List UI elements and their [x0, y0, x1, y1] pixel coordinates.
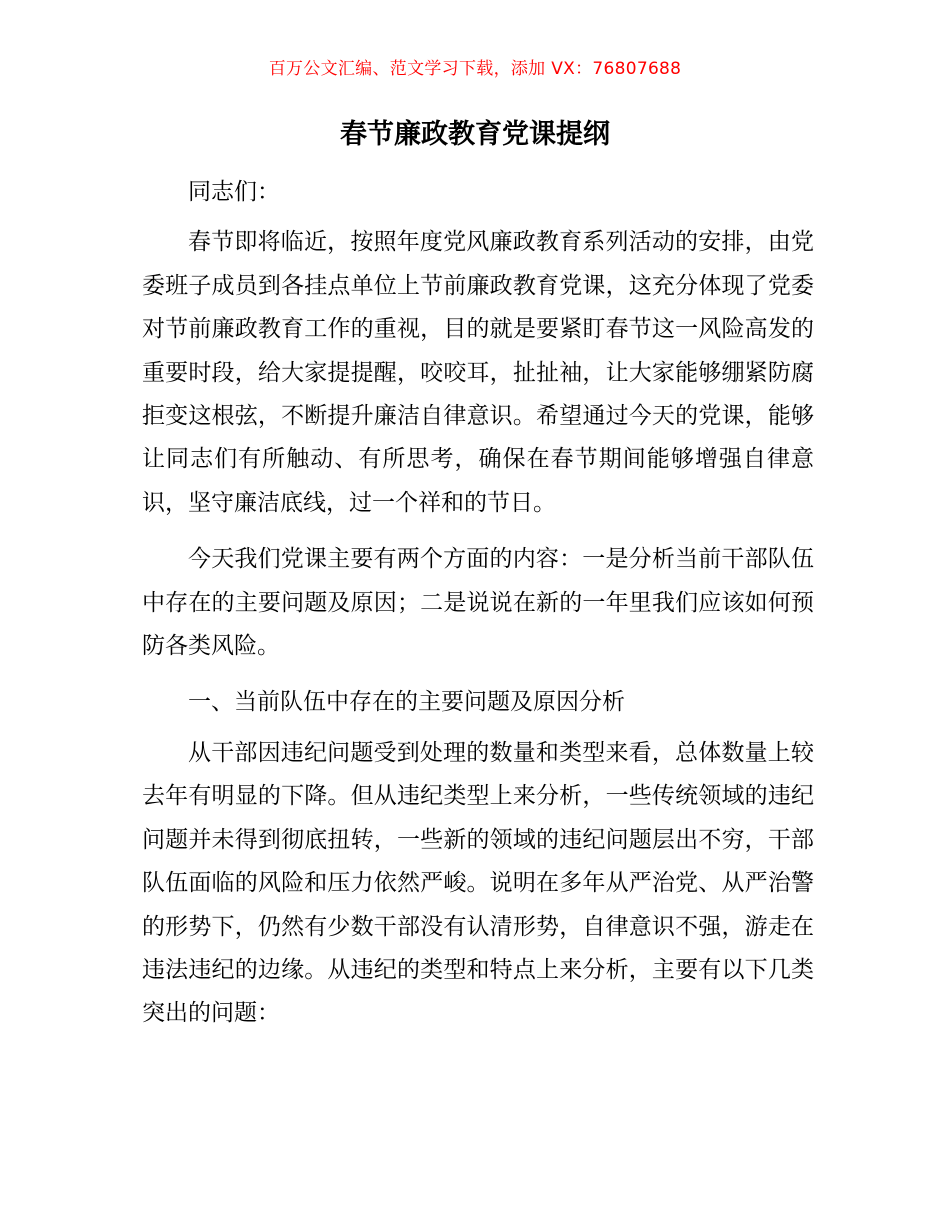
document-title: 春节廉政教育党课提纲	[340, 119, 610, 150]
section-paragraph: 从干部因违纪问题受到处理的数量和类型来看，总体数量上较去年有明显的下降。但从违纪类型上来分析，一些传统领域的违纪问题并未得到彻底扭转，一些新的领域的违纪问题层出不穷，干部队伍面临的风险和压力依然严峻。说明在多年从严治党、从严治警的形势下，仍然有少数干部没有认清形势，自律意识不强，游走在违法违纪的边缘。从违纪的类型和特点上来分析，主要有以下几类突出的问题：	[142, 739, 814, 1027]
paragraph-overview: 今天我们党课主要有两个方面的内容：一是分析当前干部队伍中存在的主要问题及原因；二是说说在新的一年里我们应该如何预防各类风险。	[142, 546, 814, 660]
paragraph-intro: 春节即将临近，按照年度党风廉政教育系列活动的安排，由党委班子成员到各挂点单位上节前廉政教育党课，这充分体现了党委对节前廉政教育工作的重视，目的就是要紧盯春节这一风险高发的重要时段，给大家提提醒，咬咬耳，扯扯袖，让大家能够绷紧防腐拒变这根弦，不断提升廉洁自律意识。希望通过今天的党课，能够让同志们有所触动、有所思考，确保在春节期间能够增强自律意识，坚守廉洁底线，过一个祥和的节日。	[142, 229, 814, 516]
section-heading: 一、当前队伍中存在的主要问题及原因分析	[188, 689, 625, 716]
salutation: 同志们：	[188, 179, 280, 205]
document-body	[142, 171, 814, 1036]
header-watermark-note: 百万公文汇编、范文学习下载，添加 VX：76807688	[268, 59, 682, 79]
